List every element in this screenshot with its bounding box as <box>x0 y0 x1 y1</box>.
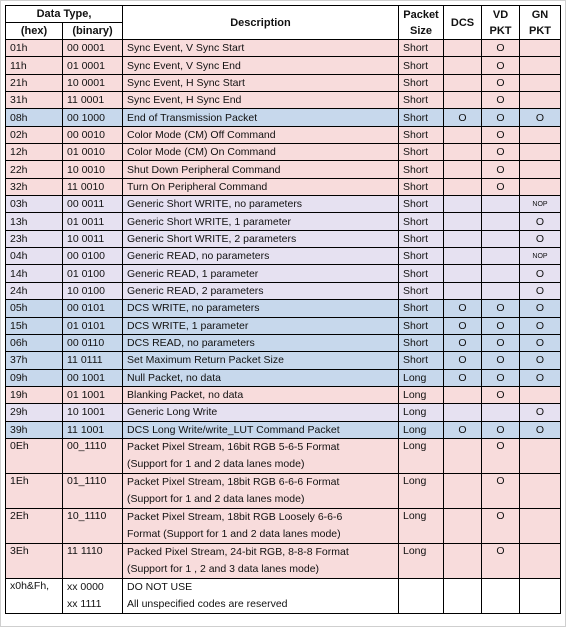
description-line: Packet Pixel Stream, 18bit RGB Loosely 6-6-6 <box>127 510 343 523</box>
description-cell: Color Mode (CM) On Command <box>123 144 399 161</box>
vd-pkt-cell: O <box>482 352 520 369</box>
binary-cell: 01 0010 <box>63 144 123 161</box>
gn-pkt-cell <box>520 144 561 161</box>
description-cell: Generic Long Write <box>123 404 399 421</box>
vd-pkt-cell: O <box>482 421 520 438</box>
gn-pkt-cell: O <box>520 213 561 230</box>
hex-cell: 15h <box>6 317 63 334</box>
vd-pkt-cell <box>482 265 520 282</box>
vd-pkt-cell: O <box>482 74 520 91</box>
description-line: Packed Pixel Stream, 24-bit RGB, 8-8-8 Format <box>127 545 349 558</box>
description-cell: Generic Short WRITE, 1 parameter <box>123 213 399 230</box>
dcs-cell: O <box>444 352 482 369</box>
description-cell: DCS WRITE, no parameters <box>123 300 399 317</box>
vd-pkt-cell: O <box>482 317 520 334</box>
packet-size-cell: Short <box>399 196 444 213</box>
packet-size-cell: Long <box>399 473 444 508</box>
vd-pkt-cell: O <box>482 126 520 143</box>
description-line: (Support for 1 and 2 data lanes mode) <box>127 492 305 505</box>
table-row <box>6 473 561 508</box>
table-row <box>6 334 561 351</box>
description-cell: Sync Event, V Sync Start <box>123 40 399 57</box>
dcs-cell <box>444 144 482 161</box>
hex-cell: 3Eh <box>6 543 63 578</box>
vd-pkt-cell: O <box>482 438 520 473</box>
packet-size-cell: Long <box>399 386 444 403</box>
dcs-cell <box>444 265 482 282</box>
table-row <box>6 74 561 91</box>
packet-size-cell: Short <box>399 144 444 161</box>
table-row <box>6 578 561 613</box>
description-line: Format (Support for 1 and 2 data lanes mode) <box>127 527 341 540</box>
description-cell <box>123 508 399 543</box>
table-row <box>6 317 561 334</box>
hex-cell: x0h&Fh, <box>6 578 63 613</box>
packet-size-cell: Short <box>399 109 444 126</box>
description-cell: Null Packet, no data <box>123 369 399 386</box>
hex-cell: 39h <box>6 421 63 438</box>
empty-cell <box>520 578 561 613</box>
packet-size-cell: Short <box>399 334 444 351</box>
hex-cell: 1Eh <box>6 473 63 508</box>
hex-cell: 09h <box>6 369 63 386</box>
packet-size-cell: Short <box>399 178 444 195</box>
description-cell: Generic READ, 1 parameter <box>123 265 399 282</box>
table-body <box>6 40 561 614</box>
dcs-header: DCS <box>444 6 482 40</box>
vd-pkt-cell: O <box>482 109 520 126</box>
gn-pkt-header: GN PKT <box>520 6 561 40</box>
description-cell: Blanking Packet, no data <box>123 386 399 403</box>
vd-pkt-cell: O <box>482 334 520 351</box>
table-row <box>6 438 561 473</box>
vd-pkt-cell: O <box>482 57 520 74</box>
gn-pkt-cell: O <box>520 404 561 421</box>
table-row <box>6 352 561 369</box>
hex-cell: 21h <box>6 74 63 91</box>
table-row <box>6 144 561 161</box>
gn-pkt-cell: O <box>520 317 561 334</box>
binary-cell: 00 1000 <box>63 109 123 126</box>
description-cell <box>123 438 399 473</box>
description-cell: Sync Event, V Sync End <box>123 57 399 74</box>
binary-cell: 10 0010 <box>63 161 123 178</box>
description-cell: Color Mode (CM) Off Command <box>123 126 399 143</box>
description-cell: Sync Event, H Sync Start <box>123 74 399 91</box>
gn-pkt-cell <box>520 57 561 74</box>
vd-pkt-cell <box>482 196 520 213</box>
gn-pkt-cell <box>520 473 561 508</box>
description-cell: Generic Short WRITE, no parameters <box>123 196 399 213</box>
description-cell: DCS Long Write/write_LUT Command Packet <box>123 421 399 438</box>
gn-pkt-cell <box>520 508 561 543</box>
table-row <box>6 508 561 543</box>
binary-cell: 00 0101 <box>63 300 123 317</box>
packet-data-type-table <box>5 5 561 614</box>
dcs-cell: O <box>444 317 482 334</box>
description-cell: Generic READ, 2 parameters <box>123 282 399 299</box>
gn-pkt-cell: O <box>520 265 561 282</box>
vd-pkt-cell: O <box>482 369 520 386</box>
packet-size-cell: Long <box>399 369 444 386</box>
binary-cell: 10 0011 <box>63 230 123 247</box>
hex-cell: 22h <box>6 161 63 178</box>
binary-cell: 01 0101 <box>63 317 123 334</box>
description-cell: Shut Down Peripheral Command <box>123 161 399 178</box>
dcs-cell <box>444 543 482 578</box>
binary-cell: 11 0001 <box>63 92 123 109</box>
binary-cell: 00 1001 <box>63 369 123 386</box>
dcs-cell <box>444 57 482 74</box>
hex-cell: 01h <box>6 40 63 57</box>
hex-cell: 05h <box>6 300 63 317</box>
packet-size-cell: Short <box>399 74 444 91</box>
gn-pkt-cell <box>520 161 561 178</box>
binary-cell: 10 0100 <box>63 282 123 299</box>
vd-pkt-cell <box>482 248 520 265</box>
table-row <box>6 109 561 126</box>
table-row <box>6 300 561 317</box>
dcs-cell <box>444 92 482 109</box>
hex-cell: 12h <box>6 144 63 161</box>
table-row <box>6 282 561 299</box>
hex-cell: 24h <box>6 282 63 299</box>
hex-cell: 11h <box>6 57 63 74</box>
description-line: Packet Pixel Stream, 16bit RGB 5-6-5 Format <box>127 440 340 453</box>
data-type-header: Data Type, <box>6 6 123 23</box>
binary-line: xx 0000 <box>67 580 104 593</box>
binary-cell: 00 0110 <box>63 334 123 351</box>
packet-size-cell: Short <box>399 161 444 178</box>
gn-pkt-cell: O <box>520 282 561 299</box>
packet-size-cell: Short <box>399 248 444 265</box>
gn-pkt-cell <box>520 74 561 91</box>
vd-pkt-cell: O <box>482 300 520 317</box>
description-cell: DCS WRITE, 1 parameter <box>123 317 399 334</box>
description-cell: DCS READ, no parameters <box>123 334 399 351</box>
table-row <box>6 369 561 386</box>
vd-pkt-cell: O <box>482 508 520 543</box>
gn-pkt-cell: O <box>520 230 561 247</box>
hex-cell: 19h <box>6 386 63 403</box>
binary-cell: 01 0001 <box>63 57 123 74</box>
gn-pkt-cell <box>520 40 561 57</box>
table-row <box>6 248 561 265</box>
description-header: Description <box>123 6 399 40</box>
table-row <box>6 126 561 143</box>
packet-size-cell: Long <box>399 421 444 438</box>
binary-cell: 00 0011 <box>63 196 123 213</box>
dcs-cell <box>444 438 482 473</box>
table-row <box>6 543 561 578</box>
hex-cell: 0Eh <box>6 438 63 473</box>
gn-pkt-cell <box>520 543 561 578</box>
gn-pkt-cell: NOP <box>520 248 561 265</box>
table-row <box>6 161 561 178</box>
dcs-cell <box>444 213 482 230</box>
packet-size-cell: Long <box>399 404 444 421</box>
gn-pkt-cell <box>520 126 561 143</box>
binary-cell: 11 1001 <box>63 421 123 438</box>
dcs-cell <box>444 178 482 195</box>
packet-size-cell: Short <box>399 300 444 317</box>
dcs-cell <box>444 386 482 403</box>
hex-cell: 08h <box>6 109 63 126</box>
packet-size-cell: Short <box>399 92 444 109</box>
hex-cell: 32h <box>6 178 63 195</box>
dcs-cell <box>444 282 482 299</box>
dcs-cell: O <box>444 300 482 317</box>
packet-size-cell: Short <box>399 213 444 230</box>
vd-pkt-cell: O <box>482 473 520 508</box>
binary-cell: 11 0010 <box>63 178 123 195</box>
table-row <box>6 404 561 421</box>
description-cell: Generic Short WRITE, 2 parameters <box>123 230 399 247</box>
dcs-cell: O <box>444 369 482 386</box>
hex-cell: 06h <box>6 334 63 351</box>
hex-cell: 04h <box>6 248 63 265</box>
dcs-cell <box>444 126 482 143</box>
hex-cell: 14h <box>6 265 63 282</box>
gn-pkt-cell: O <box>520 352 561 369</box>
packet-size-header: Packet Size <box>399 6 444 40</box>
vd-pkt-cell: O <box>482 386 520 403</box>
binary-cell: 11 1110 <box>63 543 123 578</box>
description-line: (Support for 1 and 2 data lanes mode) <box>127 457 305 470</box>
packet-size-cell: Long <box>399 508 444 543</box>
description-cell <box>123 543 399 578</box>
hex-cell: 02h <box>6 126 63 143</box>
dcs-cell <box>444 161 482 178</box>
description-cell: Set Maximum Return Packet Size <box>123 352 399 369</box>
vd-pkt-cell: O <box>482 92 520 109</box>
binary-cell: 01 0100 <box>63 265 123 282</box>
table-row <box>6 178 561 195</box>
gn-pkt-cell <box>520 438 561 473</box>
dcs-cell <box>444 508 482 543</box>
description-cell <box>123 578 399 613</box>
packet-size-cell: Short <box>399 317 444 334</box>
binary-cell: 01 0011 <box>63 213 123 230</box>
packet-size-cell: Short <box>399 57 444 74</box>
hex-cell: 23h <box>6 230 63 247</box>
binary-cell: 01 1001 <box>63 386 123 403</box>
dcs-cell: O <box>444 334 482 351</box>
hex-cell: 37h <box>6 352 63 369</box>
packet-size-cell: Short <box>399 352 444 369</box>
gn-pkt-cell: O <box>520 334 561 351</box>
description-line: (Support for 1 , 2 and 3 data lanes mode) <box>127 562 320 575</box>
hex-cell: 31h <box>6 92 63 109</box>
description-cell: Turn On Peripheral Command <box>123 178 399 195</box>
hex-cell: 13h <box>6 213 63 230</box>
packet-size-cell: Short <box>399 282 444 299</box>
description-cell: End of Transmission Packet <box>123 109 399 126</box>
description-line: All unspecified codes are reserved <box>127 597 288 610</box>
vd-pkt-cell: O <box>482 543 520 578</box>
hex-cell: 03h <box>6 196 63 213</box>
table-row <box>6 386 561 403</box>
dcs-cell: O <box>444 421 482 438</box>
gn-pkt-cell <box>520 178 561 195</box>
packet-size-cell: Short <box>399 265 444 282</box>
binary-cell: 10 1001 <box>63 404 123 421</box>
dcs-cell <box>444 74 482 91</box>
binary-cell: 10_1110 <box>63 508 123 543</box>
vd-pkt-cell <box>482 282 520 299</box>
binary-cell: 11 0111 <box>63 352 123 369</box>
description-cell <box>123 473 399 508</box>
table-row <box>6 213 561 230</box>
table-row <box>6 421 561 438</box>
vd-pkt-cell: O <box>482 40 520 57</box>
binary-cell <box>63 578 123 613</box>
vd-pkt-cell <box>482 213 520 230</box>
dcs-cell <box>444 40 482 57</box>
table-row <box>6 196 561 213</box>
dcs-cell <box>444 230 482 247</box>
description-cell: Sync Event, H Sync End <box>123 92 399 109</box>
gn-pkt-cell <box>520 92 561 109</box>
vd-pkt-cell <box>482 230 520 247</box>
dcs-cell: O <box>444 109 482 126</box>
table-row <box>6 57 561 74</box>
description-line: Packet Pixel Stream, 18bit RGB 6-6-6 Format <box>127 475 340 488</box>
binary-cell: 00 0100 <box>63 248 123 265</box>
table-row <box>6 265 561 282</box>
description-cell: Generic READ, no parameters <box>123 248 399 265</box>
vd-pkt-cell: O <box>482 144 520 161</box>
binary-cell: 01_1110 <box>63 473 123 508</box>
binary-cell: 00_1110 <box>63 438 123 473</box>
vd-pkt-header: VD PKT <box>482 6 520 40</box>
gn-pkt-cell <box>520 386 561 403</box>
table-row <box>6 40 561 57</box>
dcs-cell <box>444 473 482 508</box>
binary-cell: 00 0001 <box>63 40 123 57</box>
vd-pkt-cell: O <box>482 161 520 178</box>
packet-size-cell: Short <box>399 230 444 247</box>
gn-pkt-cell: O <box>520 369 561 386</box>
hex-cell: 2Eh <box>6 508 63 543</box>
gn-pkt-cell: O <box>520 300 561 317</box>
dcs-cell <box>444 196 482 213</box>
dcs-cell <box>444 404 482 421</box>
gn-pkt-cell: O <box>520 109 561 126</box>
gn-pkt-cell: O <box>520 421 561 438</box>
gn-pkt-cell: NOP <box>520 196 561 213</box>
table-row <box>6 230 561 247</box>
hex-cell: 29h <box>6 404 63 421</box>
packet-size-cell: Short <box>399 40 444 57</box>
binary-cell: 00 0010 <box>63 126 123 143</box>
packet-size-cell: Long <box>399 438 444 473</box>
description-line: DO NOT USE <box>127 580 193 593</box>
vd-pkt-cell: O <box>482 178 520 195</box>
binary-header: (binary) <box>63 23 123 40</box>
packet-size-cell: Short <box>399 126 444 143</box>
table-row <box>6 92 561 109</box>
empty-cell <box>482 578 520 613</box>
hex-header: (hex) <box>6 23 63 40</box>
vd-pkt-cell <box>482 404 520 421</box>
empty-cell <box>444 578 482 613</box>
binary-line: xx 1111 <box>67 597 102 610</box>
empty-cell <box>399 578 444 613</box>
dcs-cell <box>444 248 482 265</box>
packet-size-cell: Long <box>399 543 444 578</box>
binary-cell: 10 0001 <box>63 74 123 91</box>
